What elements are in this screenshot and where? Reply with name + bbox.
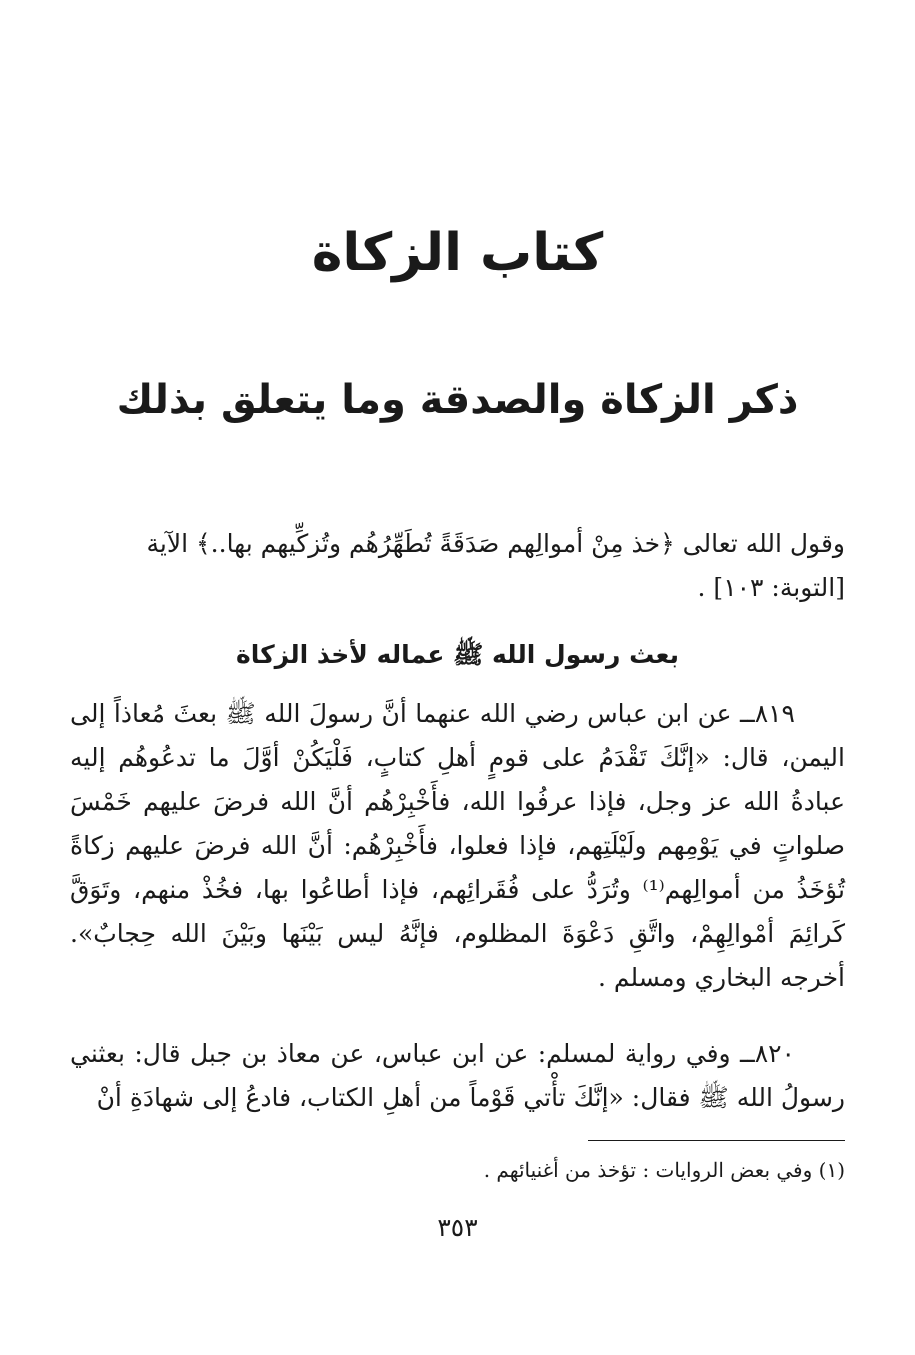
hadith-819: ٨١٩ــ عن ابن عباس رضي الله عنهما أنَّ رسولَ الله ﷺ بعثَ مُعاذاً إلى اليمن، قال: «إنَّكَ تَقْدَمُ على قومٍ أهلِ كتابٍ، فَلْيَكُنْ أوَّلَ ما تدعُوهُم إليه عبادةُ الله عز وجل، فإذا عرفُوا الله، فأَخْبِرْهُم أنَّ الله فرضَ عليهم خَمْسَ صلواتٍ في يَوْمِهم ولَيْلَتِهم، فإذا فعلوا، فأَخْبِرْهُم: أنَّ الله فرضَ عليهم زكاةً تُؤخَذُ من أموالِهم⁽¹⁾ وتُرَدُّ على فُقَرائِهم، فإذا أطاعُوا بها، فخُذْ منهم، وتَوَقَّ كَرائِمَ أمْوالِهِمْ، واتَّقِ دَعْوَةَ المظلوم، فإنَّهُ ليس بَيْنَها وبَيْنَ الله حِجابٌ». أخرجه البخاري ومسلم . [70,699,845,992]
page-number: ٣٥٣ [437,1213,478,1242]
intro-reference: [التوبة: ١٠٣] . [697,573,845,602]
footnote: (١) وفي بعض الروايات : تؤخذ من أغنيائهم . [483,1158,845,1182]
intro-paragraph [70,522,845,610]
chapter-title: ذكر الزكاة والصدقة وما يتعلق بذلك [116,377,799,423]
footnote-divider [588,1140,845,1141]
hadith-820: ٨٢٠ــ وفي رواية لمسلم: عن ابن عباس، عن معاذ بن جبل قال: بعثني رسولُ الله ﷺ فقال: «إنَّكَ تأْتي قَوْماً من أهلِ الكتاب، فادعُ إلى شهادَةِ أنْ [70,1039,845,1112]
book-title: كتاب الزكاة [311,223,604,283]
section-heading: بعث رسول الله ﷺ عماله لأخذ الزكاة [235,640,680,669]
intro-text: وقول الله تعالى ﴿خذ مِنْ أموالِهم صَدَقَةً تُطَهِّرُهُم وتُزكِّيهم بها..﴾ الآية [146,529,845,558]
